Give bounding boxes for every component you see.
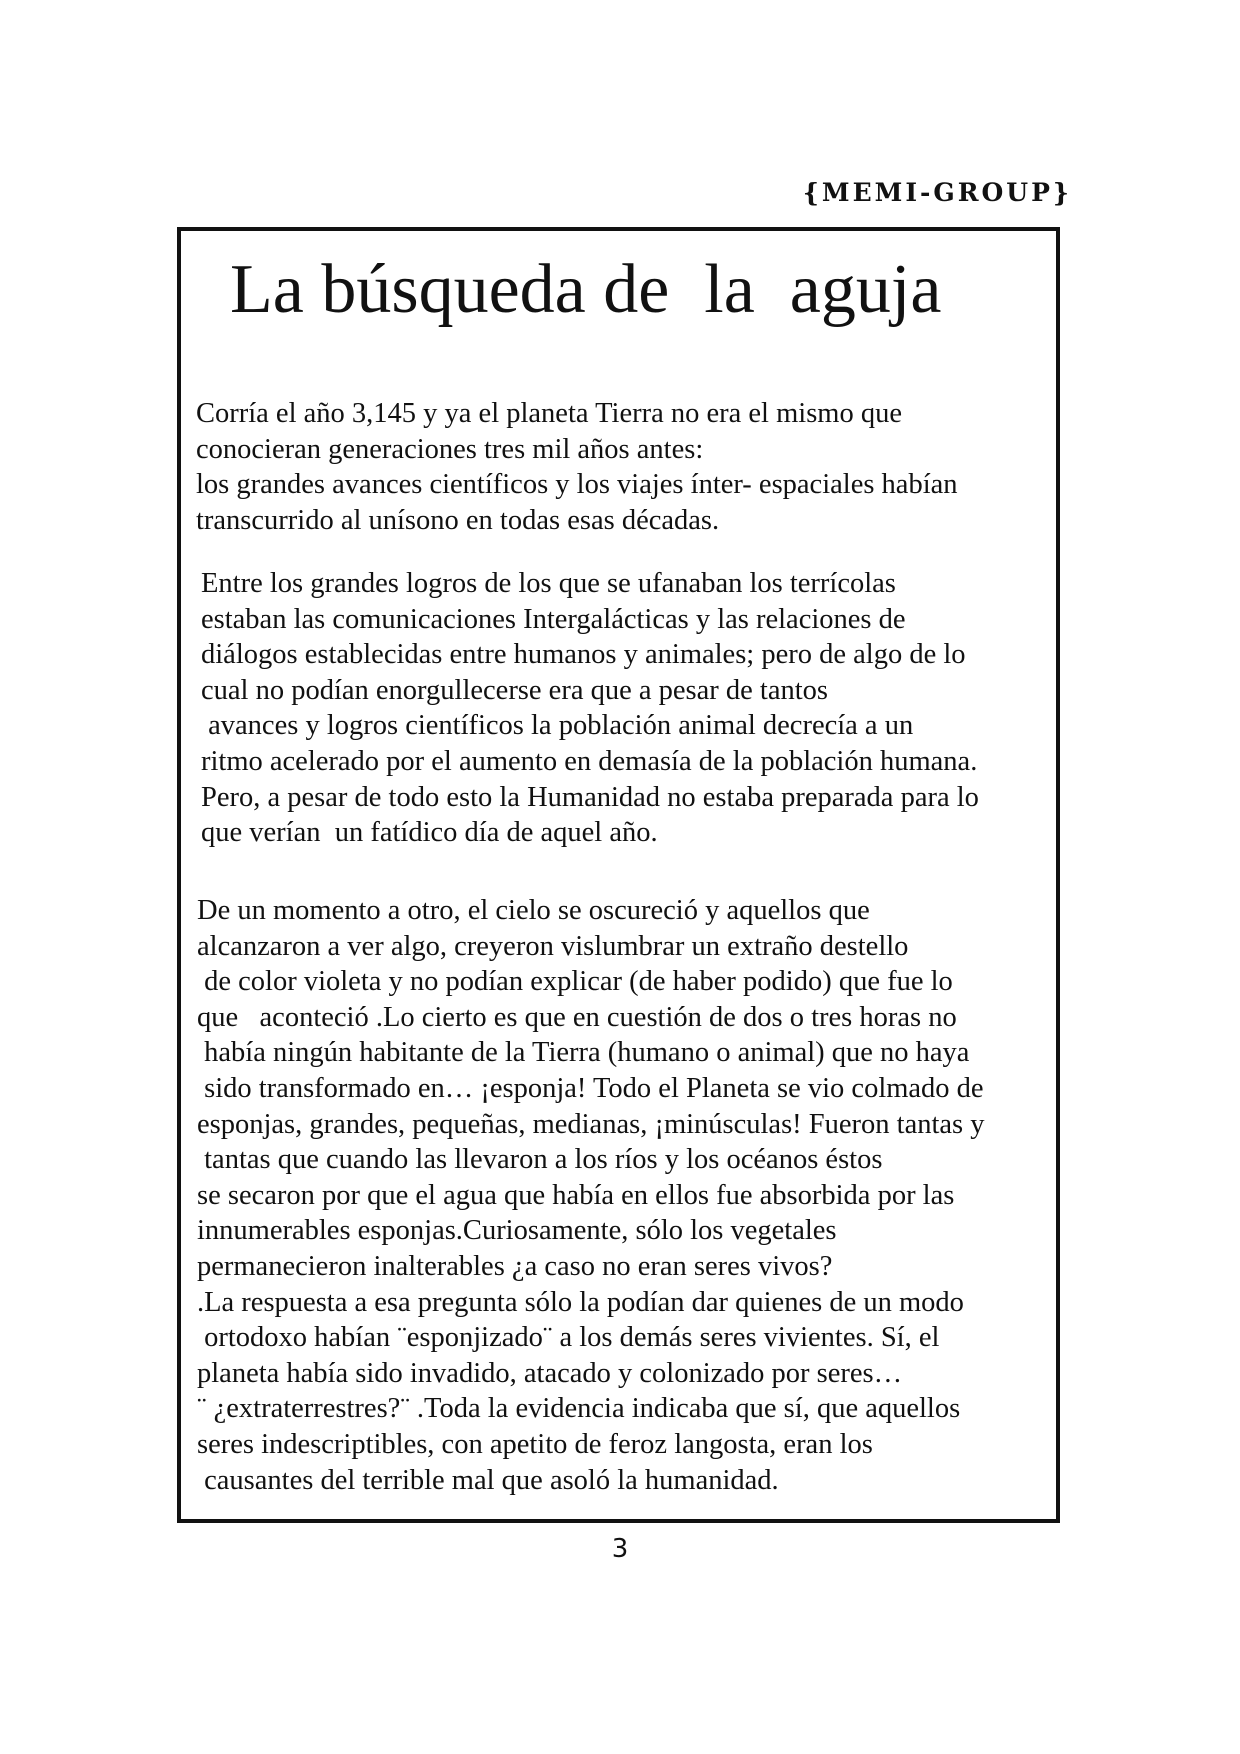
text-line: los grandes avances científicos y los viajes ínter- espaciales habían xyxy=(196,469,958,501)
text-line: De un momento a otro, el cielo se oscureció y aquellos que xyxy=(197,895,870,926)
paragraph-3 xyxy=(197,893,985,1498)
page-number: 3 xyxy=(611,1534,629,1564)
text-line: .La respuesta a esa pregunta sólo la podían dar quienes de un modo xyxy=(197,1286,964,1318)
text-line: innumerables esponjas.Curiosamente, sólo los vegetales xyxy=(197,1215,837,1247)
paragraph-1 xyxy=(196,396,958,538)
text-line: estaban las comunicaciones Intergalácticas y las relaciones de xyxy=(201,603,906,635)
text-line: transcurrido al unísono en todas esas décadas. xyxy=(196,504,720,536)
text-line: Entre los grandes logros de los que se ufanaban los terrícolas xyxy=(201,568,896,599)
text-line: esponjas, grandes, pequeñas, medianas, ¡minúsculas! Fueron tantas y xyxy=(197,1108,985,1140)
text-line: que aconteció .Lo cierto es que en cuestión de dos o tres horas no xyxy=(197,1001,957,1033)
text-line: seres indescriptibles, con apetito de feroz langosta, eran los xyxy=(197,1428,873,1460)
text-line: avances y logros científicos la población animal decrecía a un xyxy=(201,710,914,742)
text-line: había ningún habitante de la Tierra (humano o animal) que no haya xyxy=(197,1037,970,1069)
text-line: ortodoxo habían ¨esponjizado¨ a los demás seres vivientes. Sí, el xyxy=(197,1322,940,1354)
paragraph-2 xyxy=(201,566,979,851)
text-line: de color violeta y no podían explicar (de haber podido) que fue lo xyxy=(197,966,953,998)
text-line: tantas que cuando las llevaron a los ríos y los océanos éstos xyxy=(197,1144,883,1176)
text-line: cual no podían enorgullecerse era que a pesar de tantos xyxy=(201,674,828,706)
text-line: causantes del terrible mal que asoló la humanidad. xyxy=(197,1464,779,1496)
text-line: permanecieron inalterables ¿a caso no eran seres vivos? xyxy=(197,1250,833,1282)
text-line: se secaron por que el agua que había en ellos fue absorbida por las xyxy=(197,1179,955,1211)
text-line: conocieran generaciones tres mil años antes: xyxy=(196,433,704,465)
text-line: Corría el año 3,145 y ya el planeta Tierra no era el mismo que xyxy=(196,398,902,429)
text-line: ¨ ¿extraterrestres?¨ .Toda la evidencia indicaba que sí, que aquellos xyxy=(197,1393,961,1425)
text-line: sido transformado en… ¡esponja! Todo el Planeta se vio colmado de xyxy=(197,1072,984,1104)
text-line: ritmo acelerado por el aumento en demasía de la población humana. xyxy=(201,745,978,777)
text-line: que verían un fatídico día de aquel año. xyxy=(201,817,658,849)
group-tag: {MEMI-GROUP} xyxy=(802,178,1072,207)
text-line: diálogos establecidas entre humanos y animales; pero de algo de lo xyxy=(201,639,966,671)
story-title: La búsqueda de la aguja xyxy=(230,251,942,328)
text-line: Pero, a pesar de todo esto la Humanidad no estaba preparada para lo xyxy=(201,781,979,813)
text-line: alcanzaron a ver algo, creyeron vislumbrar un extraño destello xyxy=(197,930,909,962)
text-line: planeta había sido invadido, atacado y colonizado por seres… xyxy=(197,1357,903,1389)
